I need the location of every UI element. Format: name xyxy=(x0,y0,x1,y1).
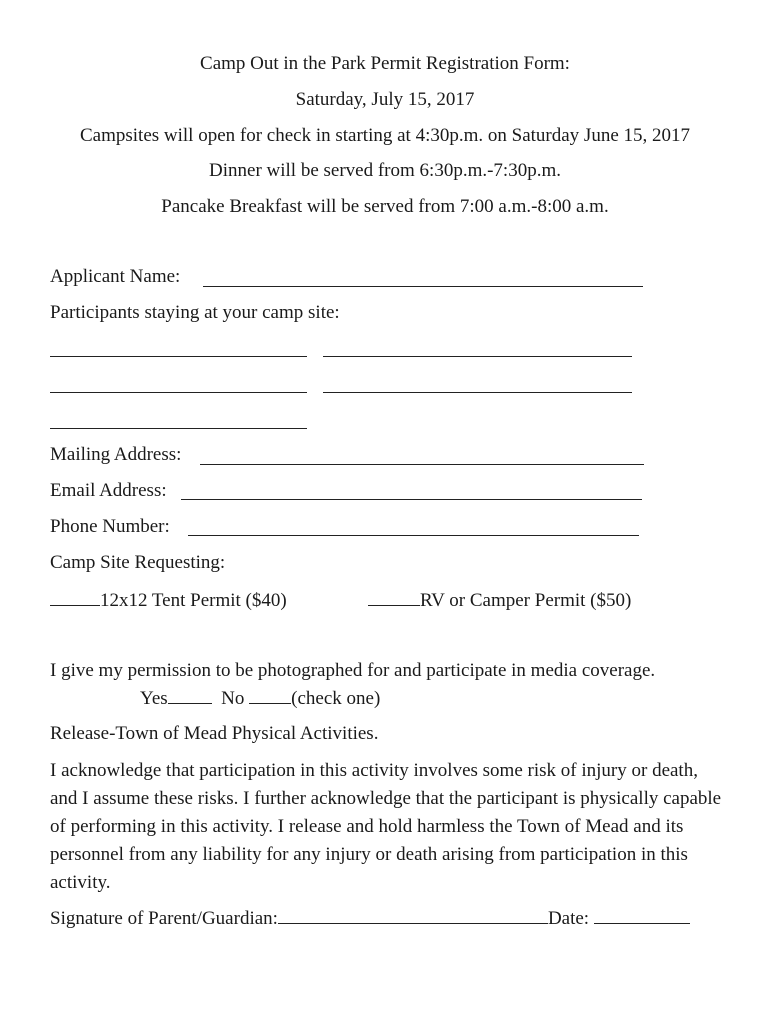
no-blank[interactable] xyxy=(249,686,291,704)
phone-number-field[interactable] xyxy=(188,535,639,536)
applicant-name-row xyxy=(50,265,180,289)
participant-field-5[interactable] xyxy=(50,428,307,429)
yes-blank[interactable] xyxy=(168,686,212,704)
mailing-address-label: Mailing Address: xyxy=(50,444,182,465)
applicant-name-field[interactable] xyxy=(203,286,643,287)
rv-option xyxy=(368,588,631,613)
participant-field-1[interactable] xyxy=(50,356,307,357)
email-address-field[interactable] xyxy=(181,499,642,500)
event-date: Saturday, July 15, 2017 xyxy=(295,89,475,110)
mailing-address-field[interactable] xyxy=(200,464,644,465)
participant-field-4[interactable] xyxy=(323,392,632,393)
yes-label: Yes xyxy=(140,688,168,709)
dinner-info: Dinner will be served from 6:30p.m.-7:30p.m. xyxy=(209,160,561,181)
release-body: I acknowledge that participation in this activity involves some risk of injury or death, and I assume these risks. I further acknowledge that the participant is physically capable of performing in this activity. I release and hold harmless the Town of Mead and its personnel from any liability for any injury or death arising from participation in this activity. xyxy=(50,760,722,893)
participant-field-2[interactable] xyxy=(323,356,632,357)
breakfast-info: Pancake Breakfast will be served from 7:00 a.m.-8:00 a.m. xyxy=(161,196,609,217)
form-title: Camp Out in the Park Permit Registration Form: xyxy=(200,53,570,74)
applicant-name-label: Applicant Name: xyxy=(50,266,181,287)
tent-option xyxy=(50,588,287,613)
signature-label: Signature of Parent/Guardian: xyxy=(50,908,278,929)
email-address-label: Email Address: xyxy=(50,480,167,501)
date-label: Date: xyxy=(547,908,590,929)
participants-label: Participants staying at your camp site: xyxy=(50,302,340,323)
signature-field[interactable] xyxy=(278,906,548,924)
participant-field-3[interactable] xyxy=(50,392,307,393)
media-check-row xyxy=(140,686,380,711)
date-field[interactable] xyxy=(594,906,690,924)
check-one-note: (check one) xyxy=(291,688,381,709)
media-permission-statement: I give my permission to be photographed for and participate in media coverage. xyxy=(50,660,656,681)
rv-checkbox-blank[interactable] xyxy=(368,588,420,606)
checkin-info: Campsites will open for check in starting at 4:30p.m. on Saturday June 15, 2017 xyxy=(79,125,690,146)
phone-number-label: Phone Number: xyxy=(50,516,170,537)
no-label: No xyxy=(221,688,245,709)
release-heading: Release-Town of Mead Physical Activities. xyxy=(50,723,379,744)
tent-checkbox-blank[interactable] xyxy=(50,588,100,606)
rv-option-label: RV or Camper Permit ($50) xyxy=(420,590,632,611)
campsite-label: Camp Site Requesting: xyxy=(50,552,226,573)
signature-row xyxy=(50,906,690,931)
tent-option-label: 12x12 Tent Permit ($40) xyxy=(100,590,287,611)
